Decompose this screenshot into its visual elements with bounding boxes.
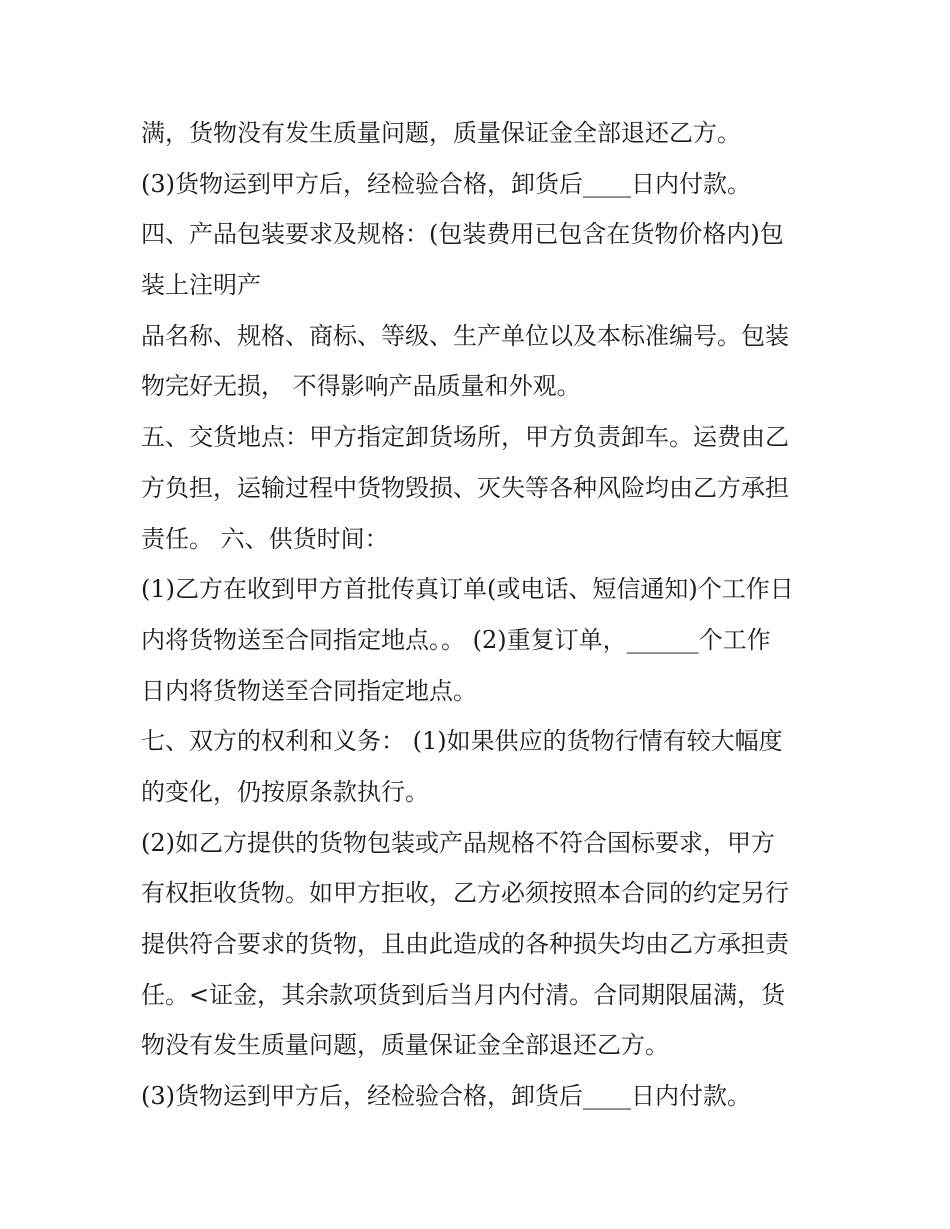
document-body bbox=[141, 108, 841, 1122]
text-line: 满，货物没有发生质量问题，质量保证金全部退还乙方。 bbox=[141, 119, 741, 147]
text-line: (1)乙方在收到甲方首批传真订单(或电话、短信通知)个工作日 bbox=[141, 575, 794, 604]
text-line: 装上注明产 bbox=[141, 271, 261, 300]
text-line: (3)货物运到甲方后，经检验合格，卸货后____日内付款。 bbox=[141, 169, 751, 198]
text-line: 任。<证金，其余款项货到后当月内付清。合同期限届满，货 bbox=[141, 980, 786, 1009]
text-line: 的变化，仍按原条款执行。 bbox=[141, 777, 429, 806]
text-line: 有权拒收货物。如甲方拒收，乙方必须按照本合同的约定另行 bbox=[141, 879, 789, 908]
text-line: (2)如乙方提供的货物包装或产品规格不符合国标要求，甲方 bbox=[141, 828, 775, 857]
text-line: 责任。 六、供货时间： bbox=[141, 524, 389, 553]
text-line: (3)货物运到甲方后，经检验合格，卸货后____日内付款。 bbox=[141, 1082, 751, 1111]
text-line: 五、交货地点：甲方指定卸货场所，甲方负责卸车。运费由乙 bbox=[141, 423, 789, 452]
text-line: 七、双方的权利和义务： (1)如果供应的货物行情有较大幅度 bbox=[141, 727, 783, 756]
text-line: 日内将货物送至合同指定地点。 bbox=[141, 676, 477, 705]
text-line: 方负担，运输过程中货物毁损、灭失等各种风险均由乙方承担 bbox=[141, 473, 789, 502]
text-line: 物完好无损， 不得影响产品质量和外观。 bbox=[141, 372, 581, 401]
text-line: 四、产品包装要求及规格：(包装费用已包含在货物价格内)包 bbox=[141, 220, 784, 249]
text-line: 提供符合要求的货物，且由此造成的各种损失均由乙方承担责 bbox=[141, 930, 789, 958]
text-line: 内将货物送至合同指定地点。。 (2)重复订单，______个工作 bbox=[141, 625, 771, 654]
text-line: 品名称、规格、商标、等级、生产单位以及本标准编号。包装 bbox=[141, 321, 789, 350]
text-line: 物没有发生质量问题，质量保证金全部退还乙方。 bbox=[141, 1031, 669, 1060]
